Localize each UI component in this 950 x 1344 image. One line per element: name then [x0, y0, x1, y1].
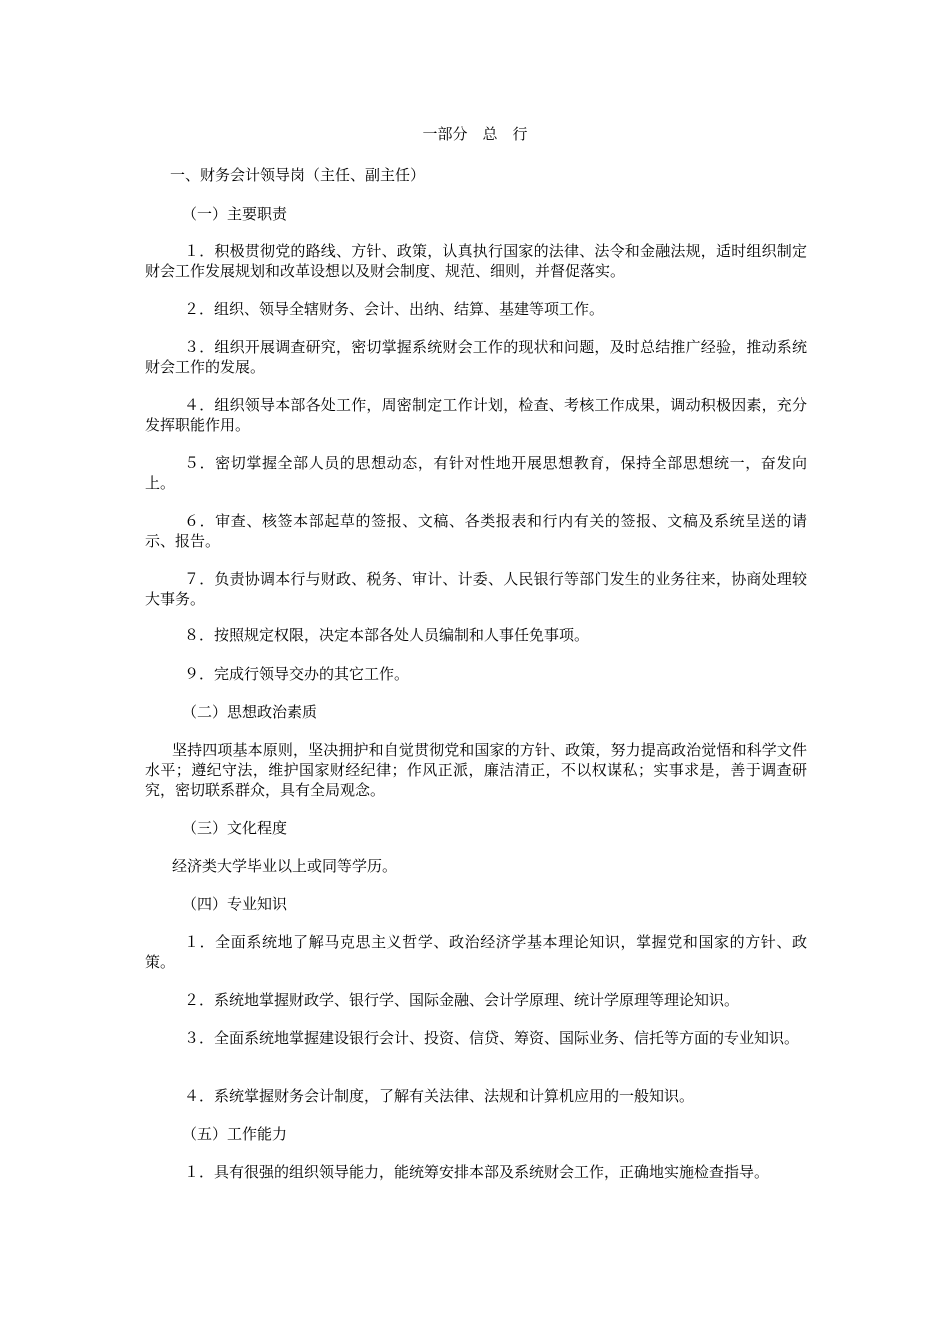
page-title: 一部分 总 行 [422, 125, 528, 143]
section-heading: 一、财务会计领导岗（主任、副主任） [170, 166, 426, 184]
subsection-heading-political: （二）思想政治素质 [182, 703, 318, 721]
duty-item: ４．组织领导本部各处工作，周密制定工作计划，检查、考核工作成果，调动积极因素，充分发挥职能作用。 [145, 396, 807, 434]
subsection-heading-education: （三）文化程度 [182, 819, 288, 837]
subsection-heading-ability: （五）工作能力 [182, 1125, 288, 1143]
duty-item: ９．完成行领导交办的其它工作。 [184, 665, 410, 683]
duty-item: ６．审查、核签本部起草的签报、文稿、各类报表和行内有关的签报、文稿及系统呈送的请示、报告。 [145, 512, 807, 550]
duty-item: ５．密切掌握全部人员的思想动态，有针对性地开展思想教育，保持全部思想统一，奋发向上。 [145, 454, 807, 492]
ability-item: １．具有很强的组织领导能力，能统筹安排本部及系统财会工作，正确地实施检查指导。 [184, 1163, 770, 1181]
subsection-heading-knowledge: （四）专业知识 [182, 895, 288, 913]
knowledge-item: ４．系统掌握财务会计制度，了解有关法律、法规和计算机应用的一般知识。 [184, 1087, 695, 1105]
duty-item: １．积极贯彻党的路线、方针、政策，认真执行国家的法律、法令和金融法规，适时组织制定财会工作发展规划和改革设想以及财会制度、规范、细则，并督促落实。 [145, 242, 807, 280]
duty-item: ３．组织开展调查研究，密切掌握系统财会工作的现状和问题，及时总结推广经验，推动系统财会工作的发展。 [145, 338, 807, 376]
education-text: 经济类大学毕业以上或同等学历。 [172, 857, 398, 875]
knowledge-item: ２．系统地掌握财政学、银行学、国际金融、会计学原理、统计学原理等理论知识。 [184, 991, 740, 1009]
duty-item: ７．负责协调本行与财政、税务、审计、计委、人民银行等部门发生的业务往来，协商处理较大事务。 [145, 570, 807, 608]
knowledge-item: １．全面系统地了解马克思主义哲学、政治经济学基本理论知识，掌握党和国家的方针、政策。 [145, 933, 807, 971]
duty-item: ８．按照规定权限，决定本部各处人员编制和人事任免事项。 [184, 626, 590, 644]
political-quality-text: 坚持四项基本原则，坚决拥护和自觉贯彻党和国家的方针、政策，努力提高政治觉悟和科学文件水平；遵纪守法，维护国家财经纪律；作风正派，廉洁清正，不以权谋私；实事求是，善于调查研究，密切联系群众，具有全局观念。 [145, 741, 807, 799]
duty-item: ２．组织、领导全辖财务、会计、出纳、结算、基建等项工作。 [184, 300, 605, 318]
knowledge-item: ３．全面系统地掌握建设银行会计、投资、信贷、筹资、国际业务、信托等方面的专业知识。 [184, 1029, 800, 1047]
subsection-heading-duties: （一）主要职责 [182, 205, 288, 223]
